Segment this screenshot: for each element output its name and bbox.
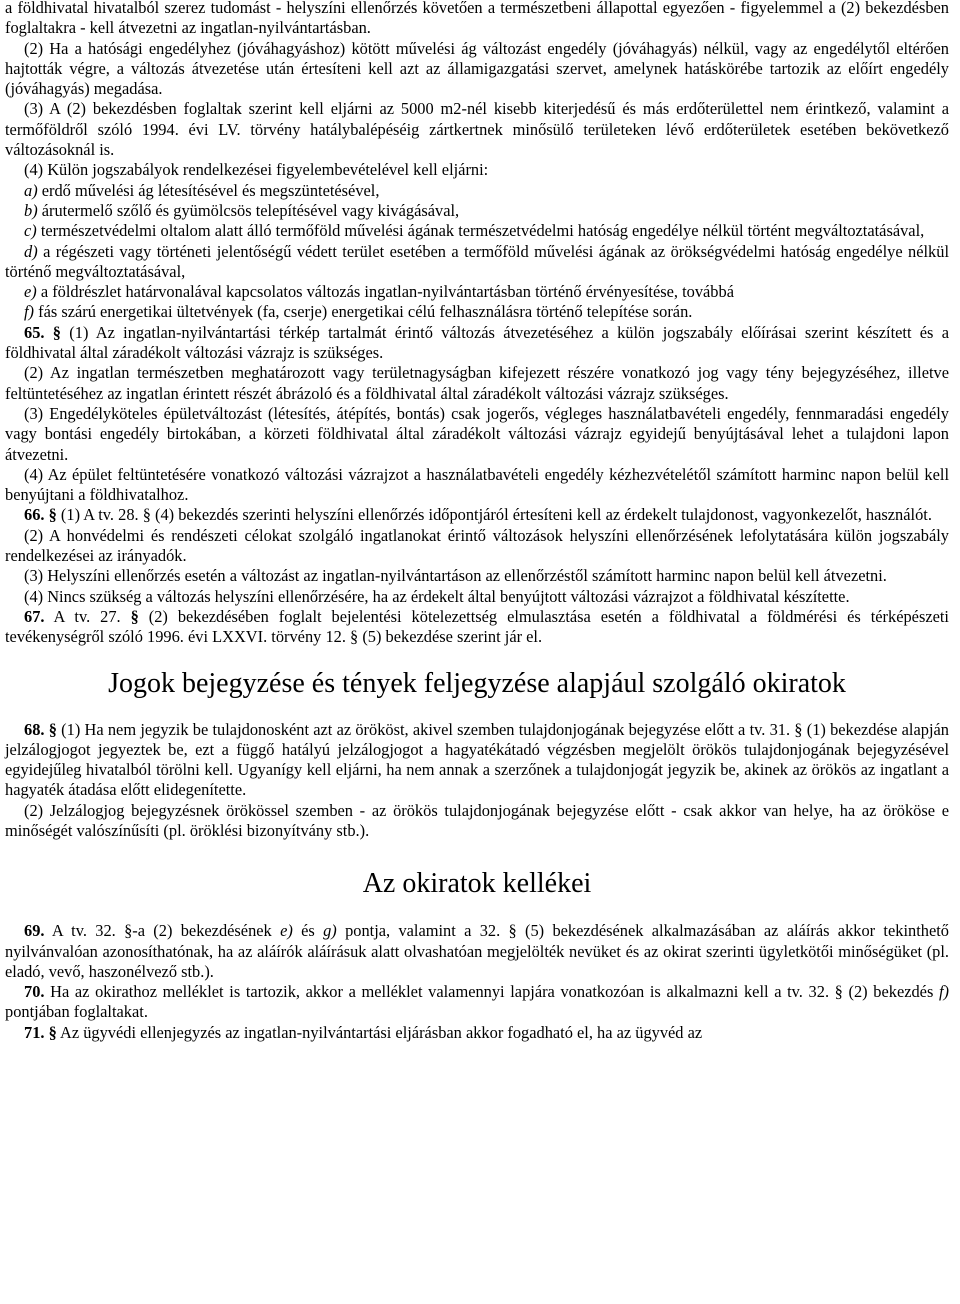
text-run: (3) A (2) bekezdésben foglaltak szerint kell eljárni az 5000 m2-nél kisebb kiterjedésű és más erdőterülettel nem érintkező, valamint a termőföldről szóló 1994. évi LV. törvény hatálybalépéséig zártkertnek minősülő területeken lévő erdőterületek esetében bekövetkező változásoknál is. <box>5 99 949 160</box>
paragraph-65-1 <box>5 323 949 364</box>
paragraph-65-4 <box>5 465 949 506</box>
paragraph-65-2 <box>5 363 949 404</box>
paragraph-69 <box>5 921 949 982</box>
text-run: (3) Engedélyköteles épületváltozást (létesítés, átépítés, bontás) csak jogerős, végleges használatbavételi engedély, fennmaradási engedély vagy bontási engedély birtokában, a körzeti földhivatal által záradékolt változási vázrajz egyidejű benyújtásával lehet a tulajdoni lapon átvezetni. <box>5 403 949 464</box>
paragraph-64-4 <box>5 160 949 180</box>
paragraph-66-4 <box>5 587 949 607</box>
text-run: (3) Helyszíni ellenőrzés esetén a változást az ingatlan-nyilvántartáson az ellenőrzéstől számított harminc napon belül kell átvezetni. <box>24 566 887 586</box>
paragraph-67 <box>5 607 949 648</box>
text-run: a földhivatal hivatalból szerez tudomást - helyszíni ellenőrzés követően a természetbeni állapottal egyezően - figyelemmel a (2) bekezdésben foglaltakra - kell átvezetni az ingatlan-nyilvántartásban. <box>5 0 949 38</box>
text-run: (4) Az épület feltüntetésére vonatkozó változási vázrajzot a használatbavételi engedély kézhezvételétől számított harminc napon belül kell benyújtani a földhivatalhoz. <box>5 464 949 505</box>
bold-text: 68. <box>24 719 45 739</box>
paragraphs-section-3 <box>5 921 949 1043</box>
paragraph-66-3 <box>5 566 949 586</box>
paragraph-64-4d <box>5 242 949 283</box>
bold-text: § <box>130 606 139 626</box>
paragraph-64-4f <box>5 302 949 322</box>
text-run: fás szárú energetikai ültetvények (fa, cserje) energetikai célú felhasználásra történő telepítése során. <box>34 302 693 322</box>
text-run: (1) Ha nem jegyzik be tulajdonosként azt az örököst, akivel szemben tulajdonjogának bejegyzése előtt a tv. 31. § (1) bekezdése alapján jelzálogjogot jegyeztek be, ezt a függő hatályú jelzálogjogot a hagyatékátadó végzésben megjelölt örökös tulajdonjogának bejegyzésével egyidejűleg hivatalból törölni kell. Ugyanígy kell eljárni, ha nem annak a szerzőnek a tulajdonjogát jegyzik be, akinek az örökös az ingatlant a hagyaték átadása előtt elidegenítette. <box>5 719 949 800</box>
bold-text: § <box>48 505 57 525</box>
bold-text: 70. <box>24 982 45 1002</box>
paragraph-64-4b <box>5 201 949 221</box>
text-run: pontja, valamint a 32. § (5) bekezdésének alkalmazásában az aláírás akkor tekinthető nyilvánvalóan azonosíthatónak, ha az aláírók aláírásuk alatt olvashatóan megjelölték nevüket és az okirat szerinti ügyletkötői minőségüket (pl. eladó, vevő, haszonélvező stb.). <box>5 921 949 981</box>
paragraph-64-4c <box>5 221 949 241</box>
text-run: (2) bekezdésében foglalt bejelentési kötelezettség elmulasztása esetén a földhivatal a földmérési és térképészeti tevékenységről szóló 1996. évi LXXVI. törvény 12. § (5) bekezdése szerint jár el. <box>5 606 949 647</box>
paragraph-64-2 <box>5 39 949 100</box>
paragraph-cont <box>5 0 949 39</box>
text-run: (1) A tv. 28. § (4) bekezdés szerinti helyszíni ellenőrzés időpontjáról értesíteni kell az érdekelt tulajdonost, vagyonkezelőt, használót. <box>56 505 932 525</box>
paragraph-66-1 <box>5 505 949 525</box>
italic-text: f) <box>24 302 35 322</box>
bold-text: 71. <box>24 1022 45 1042</box>
bold-text: 67. <box>24 606 45 626</box>
paragraph-64-4e <box>5 282 949 302</box>
text-run: és <box>292 921 324 941</box>
text-run: a régészeti vagy történeti jelentőségű védett terület esetében a termőföld művelési ágának az örökségvédelmi hatóság engedélye nélkül történő megváltoztatásával, <box>5 241 949 281</box>
section-heading-document-requirements: Az okiratok kellékei <box>362 868 592 900</box>
text-run: (2) Az ingatlan természetben meghatározott vagy területnagyságban kifejezett részére vonatkozó jog vagy tény bejegyzéséhez, illetve feltüntetéséhez az ingatlan érintett részét ábrázoló és a földhivatal által záradékolt változási vázrajz szükséges. <box>5 363 949 403</box>
bold-text: § <box>48 1022 57 1042</box>
text-run: árutermelő szőlő és gyümölcsös telepítésével vagy kivágásával, <box>37 200 460 220</box>
text-run: A tv. 27. <box>44 606 131 626</box>
italic-text: c) <box>24 221 37 241</box>
italic-text: a) <box>24 180 38 200</box>
paragraph-68-2 <box>5 801 949 842</box>
paragraph-71 <box>5 1023 949 1043</box>
text-run: Ha az okirathoz melléklet is tartozik, akkor a melléklet valamennyi lapjára vonatkozóan is alkalmazni kell a tv. 32. § (2) bekezdés <box>44 982 939 1002</box>
bold-text: 69. <box>24 921 45 941</box>
paragraph-70 <box>5 982 949 1023</box>
text-run: a földrészlet határvonalával kapcsolatos változás ingatlan-nyilvántartásban történő érvényesítése, továbbá <box>36 282 734 302</box>
text-run: (4) Nincs szükség a változás helyszíni ellenőrzésére, ha az érdekelt által benyújtott változási vázrajzot a földhivatal készítette. <box>24 586 850 606</box>
paragraph-66-2 <box>5 526 949 567</box>
italic-text: g) <box>323 921 337 941</box>
italic-text: f) <box>938 982 949 1002</box>
text-run: erdő művelési ág létesítésével és megszüntetésével, <box>37 180 380 200</box>
paragraph-65-3 <box>5 404 949 465</box>
text-run: (2) A honvédelmi és rendészeti célokat szolgáló ingatlanokat érintő változások helyszíni ellenőrzésének lefolytatására külön jogszabály rendelkezései az irányadók. <box>5 525 949 566</box>
paragraph-64-4a <box>5 181 949 201</box>
text-run: (2) Jelzálogjog bejegyzésnek örökössel szemben - az örökös tulajdonjogának bejegyzése előtt - csak akkor van helye, ha az örököse e minőségét valószínűsíti (pl. öröklési bizonyítvány stb.). <box>5 800 949 840</box>
text-run: (4) Külön jogszabályok rendelkezései figyelembevételével kell eljárni: <box>24 160 489 180</box>
text-run: pontjában foglaltakat. <box>5 1002 148 1022</box>
paragraph-64-3 <box>5 99 949 160</box>
italic-text: e) <box>280 921 293 941</box>
paragraphs-section-1 <box>5 0 949 648</box>
text-run: A tv. 32. §-a (2) bekezdésének <box>44 921 281 941</box>
bold-text: 66. <box>24 505 45 525</box>
text-run: (1) Az ingatlan-nyilvántartási térkép tartalmát érintő változás átvezetéséhez a külön jogszabály előírásai szerint készített és a földhivatal által záradékolt változási vázrajz is szükséges. <box>5 322 949 363</box>
paragraphs-section-2 <box>5 720 949 842</box>
text-run: Az ügyvédi ellenjegyzés az ingatlan-nyilvántartási eljárásban akkor fogadható el, ha az ügyvéd az <box>56 1022 703 1042</box>
italic-text: e) <box>24 282 37 302</box>
italic-text: b) <box>24 200 38 220</box>
paragraph-68-1 <box>5 720 949 801</box>
bold-text: 65. <box>24 322 45 342</box>
bold-text: § <box>52 322 61 342</box>
text-run: (2) Ha a hatósági engedélyhez (jóváhagyáshoz) kötött művelési ág változást engedély (jóváhagyás) nélkül, vagy az engedélytől eltérően hajtották végre, a változás átvezetése után értesíteni kell azt az államigazgatási szervet, amelynek hatáskörébe tartozik az előírt engedély (jóváhagyás) megadása. <box>5 38 949 99</box>
text-run: természetvédelmi oltalom alatt álló termőföld művelési ágának természetvédelmi hatóság engedélye nélkül történt megváltoztatásával, <box>36 221 925 241</box>
italic-text: d) <box>24 241 38 261</box>
bold-text: § <box>48 719 57 739</box>
section-heading-documents-for-registration: Jogok bejegyzése és tények feljegyzése alapjául szolgáló okiratok <box>108 667 846 699</box>
text-run <box>45 323 53 342</box>
